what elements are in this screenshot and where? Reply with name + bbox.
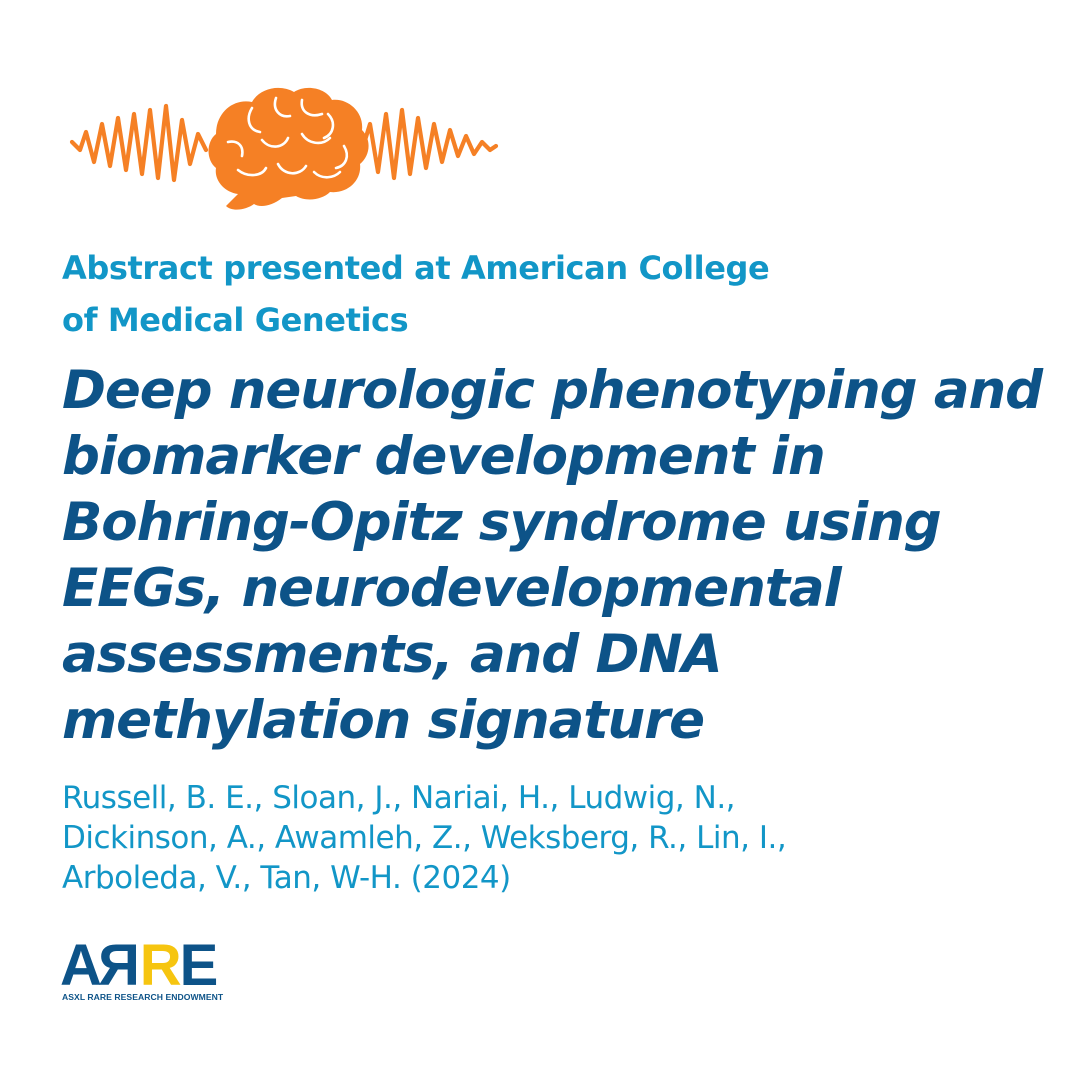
logo-letter-e: E <box>179 933 217 998</box>
conference-label <box>62 242 1022 346</box>
arre-logo <box>60 933 260 1008</box>
author-line: Arboleda, V., Tan, W-H. (2024) <box>62 860 511 896</box>
author-citation <box>62 778 1022 898</box>
title-line: Deep neurologic phenotyping and <box>62 360 1042 421</box>
title-line: EEGs, neurodevelopmental <box>62 558 841 619</box>
left-brainwave <box>72 106 206 180</box>
logo-letter-a: A <box>60 933 100 998</box>
right-brainwave <box>362 110 496 178</box>
conference-label-line-2: of Medical Genetics <box>62 301 409 339</box>
logo-letter-r-reversed: R <box>99 933 140 998</box>
author-line: Russell, B. E., Sloan, J., Nariai, H., Ludwig, N., <box>62 780 736 816</box>
brain-wave-icon <box>66 84 502 220</box>
conference-label-line-1: Abstract presented at American College <box>62 249 770 287</box>
brain-icon <box>209 88 369 210</box>
abstract-title <box>62 358 1052 754</box>
logo-letter-r: R <box>139 933 180 998</box>
title-line: Bohring-Opitz syndrome using <box>62 492 941 553</box>
title-line: methylation signature <box>62 690 705 751</box>
title-line: biomarker development in <box>62 426 825 487</box>
logo-tagline: ASXL RARE RESEARCH ENDOWMENT <box>62 992 224 1002</box>
title-line: assessments, and DNA <box>62 624 722 685</box>
author-line: Dickinson, A., Awamleh, Z., Weksberg, R., Lin, I., <box>62 820 787 856</box>
